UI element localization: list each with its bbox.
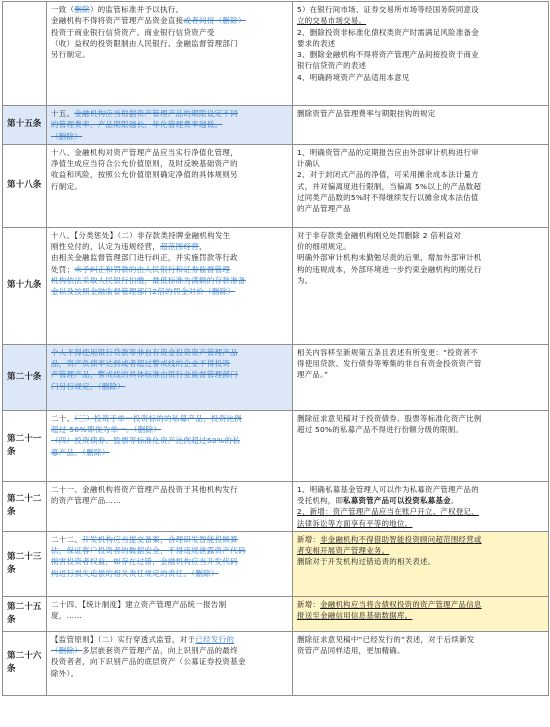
text-line: [51, 447, 288, 458]
deleted-text: 金以及按照金融监督管理部门2倍的罚金对价（删除）: [51, 287, 236, 296]
deleted-text: 超过 50%即视为单一。（删除）: [51, 425, 162, 434]
text-segment: 处罚；: [51, 264, 75, 274]
text-segment: 一致（: [51, 5, 75, 14]
text-line: [51, 424, 288, 435]
text-segment: 删除对于开发机构过错追责的相关表述。: [297, 557, 436, 567]
deleted-text: 品，资产负债率达到或者超过警戒线的企业不得投资: [51, 359, 231, 368]
text-segment: 二十、: [51, 413, 75, 423]
text-line: [51, 656, 288, 667]
text-line: [297, 545, 544, 556]
deleted-text: 募产品。（删除）: [51, 447, 110, 457]
draft-text-cell: [47, 2, 293, 106]
text-line: [51, 252, 288, 263]
text-line: [51, 158, 288, 169]
text-line: [297, 181, 544, 192]
change-note-cell: [293, 106, 549, 145]
text-line: [297, 147, 544, 158]
deleted-text: 或者间接（删除）: [183, 16, 246, 26]
text-line: [51, 484, 288, 495]
text-segment: 的资产管理产品……: [51, 496, 122, 505]
text-segment: 价的细项规定。: [297, 242, 351, 251]
marked-text: 报送至金融信用信息基础数据库。: [297, 611, 413, 620]
text-segment: 二十一、金融机构将资产管理产品投资于其他机构发行: [51, 484, 238, 494]
text-segment: 5）在银行间市场、证券交易所市场等经国务院同意设: [297, 5, 479, 14]
text-segment: 二十四、【统计制度】建立资产管理产品统一报告制: [51, 599, 227, 609]
article-number: 第二十五条: [3, 596, 47, 631]
table-row: [3, 531, 549, 596]
text-segment: 理产品。”: [297, 370, 329, 380]
text-line: [297, 252, 544, 263]
text-line: [51, 634, 288, 645]
text-segment: 私募资管产品可以投资私募基金: [343, 496, 451, 505]
text-line: [297, 15, 544, 26]
marked-text: 2、新增：资产管理产品应当在账户开立、产权登记、: [297, 507, 479, 517]
text-segment: 受托机构，即: [297, 496, 344, 505]
draft-text-cell: [47, 410, 293, 481]
text-segment: 投资者者，向下识别产品的底层资产（公募证券投资基金: [51, 657, 246, 667]
change-note-cell: [293, 481, 549, 531]
text-line: [51, 286, 288, 297]
text-line: [51, 181, 288, 192]
draft-text-cell: [47, 481, 293, 531]
text-line: [51, 275, 288, 286]
draft-text-cell: [47, 531, 293, 596]
text-segment: ，: [199, 242, 207, 251]
text-segment: 超过 50%的私募产品不得进行份额分级的限制。: [297, 425, 464, 434]
text-line: [51, 668, 288, 679]
text-segment: 过同类产品数的5%时不得继续发行以摊余成本法估值: [297, 192, 479, 202]
deleted-text: （删除）: [51, 646, 83, 655]
text-segment: 银行信贷资产的表述: [297, 61, 367, 71]
text-line: [297, 369, 544, 380]
deleted-text: （删除）: [51, 131, 83, 141]
text-segment: 1、明确私募基金管理人可以作为私募资产管理产品的: [297, 484, 479, 494]
text-line: [51, 599, 288, 610]
text-segment: 要求的表述: [297, 38, 336, 48]
text-line: [51, 645, 288, 656]
deleted-text: （三）投资于单一投资标的的私募产品，投资比例: [74, 413, 243, 423]
text-segment: 除外）。: [51, 668, 79, 678]
table-row: [3, 144, 549, 227]
text-line: [297, 27, 544, 38]
text-line: [297, 506, 544, 517]
text-line: [297, 4, 544, 15]
text-segment: 对于非存款类金融机构刚兑处罚删除 2 倍利益对: [297, 230, 462, 240]
text-line: [51, 568, 288, 579]
text-segment: 4、明确跨境资产产品适用本意见: [297, 72, 410, 82]
text-line: [297, 634, 544, 645]
text-segment: 明确外部审计机构未勤勉尽责的后果，增加外部审计机: [297, 253, 482, 263]
text-segment: 另行制定。: [51, 50, 90, 59]
text-line: [297, 169, 544, 180]
text-line: [297, 645, 544, 656]
text-segment: 十五、: [51, 109, 75, 118]
text-line: [51, 147, 288, 158]
text-line: [297, 203, 544, 214]
text-segment: 收益和风险，按照公允价值原则确定净值的具体规则另: [51, 170, 238, 180]
change-note-cell: [293, 2, 549, 106]
article-number: 第二十三条: [3, 531, 47, 596]
text-segment: 多层嵌套资产管理产品，向上识别产品的最终: [82, 646, 238, 655]
text-segment: 二十二、: [51, 534, 83, 544]
marked-text: 者变相开展资产管理业务。: [297, 546, 390, 555]
text-segment: （收）益权的投资限制由人民银行、金融监督管理部门: [51, 38, 238, 48]
text-segment: 式，并对偏离度进行限制，当偏离 5%以上的产品数超: [297, 181, 482, 191]
text-line: [51, 495, 288, 506]
change-note-cell: [293, 410, 549, 481]
table-row: [3, 344, 549, 410]
comparison-table: [2, 1, 549, 696]
article-number: 第二十二条: [3, 481, 47, 531]
text-line: [51, 413, 288, 424]
table-row: [3, 481, 549, 531]
text-line: [51, 264, 288, 275]
text-segment: 3、删除金融机构不得将资产管理产品间接投资于商业: [297, 50, 479, 59]
draft-text-cell: [47, 106, 293, 145]
text-line: [297, 241, 544, 252]
draft-text-cell: [47, 227, 293, 344]
text-segment: 计确认: [297, 159, 321, 168]
change-note-cell: [293, 144, 549, 227]
text-line: [297, 264, 544, 275]
text-line: [51, 230, 288, 241]
text-segment: 得使用贷款、发行债券等筹集的非自有资金投资资产管: [297, 359, 482, 368]
article-number: 第十八条: [3, 144, 47, 227]
text-line: [51, 108, 288, 119]
table-row: [3, 631, 549, 695]
text-line: [51, 435, 288, 446]
text-segment: 构的违规成本，外部环境进一步约束金融机构的刚兑行: [297, 264, 482, 274]
change-note-cell: [293, 596, 549, 631]
article-number: 第十五条: [3, 106, 47, 145]
text-segment: 删除征求意见稿中“已经发行的”表述，对于后续新发: [297, 634, 475, 644]
text-line: [297, 60, 544, 71]
deleted-text: 超范围经营: [160, 242, 200, 251]
text-segment: 相关内容移至新规第五条且表述有所变更：“投资者不: [297, 347, 479, 357]
text-line: [297, 38, 544, 49]
deleted-text: 开发机构应当提交备案，合理研发智能投顾算: [82, 534, 238, 544]
marked-text: 非金融机构不得借助智能投资顾问超范围经营或: [320, 534, 482, 544]
text-line: [51, 49, 288, 60]
text-segment: 2、对于封闭式产品的净值，可采用摊余成本法计量方: [297, 170, 479, 180]
deleted-text: 删除: [74, 5, 90, 14]
text-line: [51, 169, 288, 180]
text-line: [297, 108, 544, 119]
text-line: [51, 27, 288, 38]
marked-text: 金融机构应当将含债权投资的资产管理产品信息: [320, 599, 482, 609]
text-line: [297, 556, 544, 567]
text-line: [51, 610, 288, 621]
text-line: [297, 192, 544, 203]
text-line: [51, 347, 288, 358]
change-note-cell: [293, 631, 549, 695]
deleted-text: 构进行损失追偿的相关责任规定的责任。（删除）: [51, 568, 219, 578]
text-line: [297, 599, 544, 610]
text-segment: 删除资管产品管理费率与期限挂钩的规定: [297, 109, 436, 118]
table-row: [3, 410, 549, 481]
marked-text: 法律诉讼等方面享有平等的地位。: [297, 518, 413, 528]
text-segment: 新增：: [297, 534, 321, 544]
deleted-text: 门另行规定。（删除）: [51, 381, 126, 391]
article-number: 第二十条: [3, 344, 47, 410]
text-line: [297, 413, 544, 424]
change-note-cell: [293, 531, 549, 596]
article-number: 第十九条: [3, 227, 47, 344]
text-segment: 净值生成应当符合公允价值原则，及时反映基础资产的: [51, 159, 238, 168]
text-line: [51, 131, 288, 142]
draft-text-cell: [47, 144, 293, 227]
text-line: [297, 484, 544, 495]
deleted-text: 未予纠正和罚款的由人民银行和证券监督管理: [74, 264, 231, 274]
text-line: [51, 241, 288, 252]
deleted-text: 的管理费率，产品期限越长，年化管理费率越低。: [51, 120, 223, 130]
deleted-text: 产管理产品，警戒线的具体标准由银行业监督管理部门: [51, 370, 238, 380]
marked-text: 立的交易市场交易。: [297, 16, 367, 26]
text-line: [297, 275, 544, 286]
draft-text-cell: [47, 596, 293, 631]
table-row: [3, 106, 549, 145]
text-line: [51, 381, 288, 392]
text-line: [51, 358, 288, 369]
change-note-cell: [293, 227, 549, 344]
table-row: [3, 596, 549, 631]
text-line: [297, 49, 544, 60]
deleted-text: 机构依法采取人民银行扣缴，最低标准为满额的存款准备: [51, 275, 246, 285]
text-line: [297, 424, 544, 435]
text-segment: 。: [450, 496, 459, 505]
deleted-text: 法，保证客户投资者的数据安全，不得违规泄露资产代码: [51, 546, 246, 555]
text-line: [51, 545, 288, 556]
deleted-text: （四）投资债券、股票等标准化资产比例超过50%的私: [51, 436, 241, 446]
text-segment: 十八、【分类惩处】（二）非存款类持牌金融机构发生: [51, 230, 231, 240]
text-line: [51, 4, 288, 15]
deleted-text: 个人不得使用银行贷款等非自有资金投资资产管理产品: [51, 347, 238, 357]
text-line: [297, 358, 544, 369]
table-row: [3, 227, 549, 344]
text-line: [51, 534, 288, 545]
text-segment: 2、删除投资非标准化债权类资产时需满足风险准备金: [297, 27, 479, 37]
change-note-cell: [293, 344, 549, 410]
text-line: [297, 72, 544, 83]
draft-text-cell: [47, 344, 293, 410]
text-segment: 为。: [297, 275, 313, 285]
text-segment: 十八、金融机构对资产管理产品应当实行净值化管理，: [51, 147, 238, 157]
text-line: [297, 495, 544, 506]
text-segment: 行制定。: [51, 181, 83, 191]
text-segment: 由相关金融监督管理部门进行纠正，并实施罚款等行政: [51, 253, 238, 263]
article-number: 第二十六条: [3, 631, 47, 695]
text-segment: 投资于商业银行信贷资产。商业银行信贷资产受: [51, 27, 215, 37]
text-line: [297, 610, 544, 621]
table-row: [3, 2, 549, 106]
text-line: [297, 534, 544, 545]
text-line: [51, 15, 288, 26]
text-segment: 1、明确资管产品的定期报告应由外部审计机构进行审: [297, 147, 479, 157]
article-number: 第二十一条: [3, 410, 47, 481]
text-line: [297, 158, 544, 169]
text-segment: ）的监管标准并予以执行。: [89, 5, 184, 14]
text-segment: 刚性兑付的，认定为违规经营，: [51, 242, 161, 251]
text-segment: 新增：: [297, 599, 321, 609]
text-line: [297, 347, 544, 358]
text-line: [51, 38, 288, 49]
text-segment: 金融机构不得将资产管理产品资金直接: [51, 16, 184, 26]
article-number: [3, 2, 47, 106]
deleted-text: 金融机构应当根据资产管理产品的期限设定不同: [74, 109, 238, 118]
text-segment: 度，……: [51, 611, 83, 620]
text-segment: 资管产品同样适用，更加精确。: [297, 646, 405, 655]
text-line: [297, 518, 544, 529]
deleted-text: 损害投资者权益，如存在过错，金融机构应当开发代码: [51, 557, 238, 567]
text-line: [51, 556, 288, 567]
marked-text: 已经发行的: [195, 634, 235, 644]
text-segment: 的产品管理产品: [297, 204, 351, 213]
text-segment: 删除征求意见稿对于投资债券、股票等标准化资产比例: [297, 413, 482, 423]
text-segment: 【监管原则】（二）实行穿透式监管，对于: [51, 634, 196, 644]
draft-text-cell: [47, 631, 293, 695]
text-line: [51, 119, 288, 130]
text-line: [297, 230, 544, 241]
text-line: [51, 369, 288, 380]
